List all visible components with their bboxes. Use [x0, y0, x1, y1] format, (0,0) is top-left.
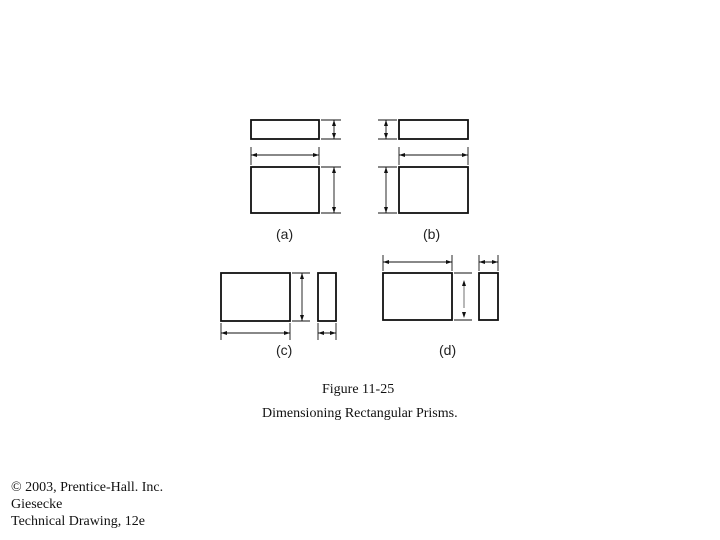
view-c-depth-dim-arrow-left — [318, 331, 324, 335]
view-d-height-dim-arrow-bottom — [462, 312, 466, 318]
view-d-width-dim-arrow-left — [383, 260, 389, 264]
view-a-width-dim-arrow-left — [251, 153, 257, 157]
view-b-top-rect — [399, 120, 468, 139]
view-label-b: (b) — [423, 226, 441, 242]
view-d-depth-dim-arrow-right — [492, 260, 498, 264]
view-c-width-dim-arrow-left — [221, 331, 227, 335]
view-label-d: (d) — [439, 342, 457, 358]
view-a-width-dim-arrow-right — [313, 153, 319, 157]
view-c-height-dim-arrow-top — [300, 273, 304, 279]
view-d-depth-dim-arrow-left — [479, 260, 485, 264]
view-c-front-rect — [221, 273, 290, 321]
view-a-depth-dim-arrow-bottom — [332, 133, 336, 139]
view-b-height-dim-arrow-top — [384, 167, 388, 173]
view-b-depth-dim-arrow-top — [384, 120, 388, 126]
view-a-height-dim-arrow-top — [332, 167, 336, 173]
view-c-width-dim-arrow-right — [284, 331, 290, 335]
view-c-height-dim-arrow-bottom — [300, 315, 304, 321]
figure-title: Dimensioning Rectangular Prisms. — [262, 406, 458, 421]
view-a-height-dim-arrow-bottom — [332, 207, 336, 213]
view-d-height-dim-arrow-top — [462, 280, 466, 286]
figure-number: Figure 11-25 — [322, 382, 395, 397]
view-c-side-rect — [318, 273, 336, 321]
view-a-depth-dim-arrow-top — [332, 120, 336, 126]
view-b-width-dim-arrow-left — [399, 153, 405, 157]
view-a-top-rect — [251, 120, 319, 139]
view-b-depth-dim-arrow-bottom — [384, 133, 388, 139]
view-c-depth-dim-arrow-right — [330, 331, 336, 335]
view-a-front-rect — [251, 167, 319, 213]
view-label-c: (c) — [276, 342, 293, 358]
view-b-height-dim-arrow-bottom — [384, 207, 388, 213]
author-line: Giesecke — [11, 497, 63, 512]
copyright-line: © 2003, Prentice-Hall. Inc. — [11, 480, 164, 495]
book-line: Technical Drawing, 12e — [11, 514, 145, 529]
view-d-side-rect — [479, 273, 498, 320]
view-b-width-dim-arrow-right — [462, 153, 468, 157]
view-d-front-rect — [383, 273, 452, 320]
view-b-front-rect — [399, 167, 468, 213]
view-label-a: (a) — [276, 226, 294, 242]
view-d-width-dim-arrow-right — [446, 260, 452, 264]
